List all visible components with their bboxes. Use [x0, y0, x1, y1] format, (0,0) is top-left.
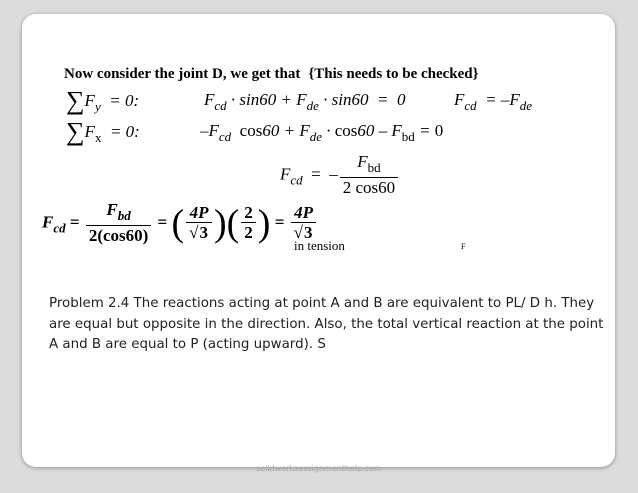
stray-mark: F — [461, 242, 466, 251]
heading-text: Now consider the joint D, we get that — [64, 66, 301, 82]
joint-d-heading — [64, 66, 479, 83]
heading-note: {This needs to be checked} — [308, 66, 479, 82]
equation-fx-terms: $-F_{cd}$ $\cos 60 + F_{de} \cdot \cos 60 - F_{bd} = 0$ — [200, 121, 444, 144]
problem-description: Problem 2.4 The reactions acting at point A and B are equivalent to PL/ D h. They are equal but opposite in the direction. Also, the total vertical reaction at the point A and B are equal to P (acting upward). S — [49, 296, 604, 352]
slide — [22, 14, 615, 467]
equation-sum-fx: $\sum F_x = 0$: — [66, 117, 140, 146]
footer-source: solidworksassignmenthelp.com — [256, 464, 382, 473]
equation-sum-fy: $\sum F_y = 0$: — [66, 86, 140, 115]
equation-fy-terms: $F_{cd} \cdot \sin 60 + F_{de} \cdot \sin 60 = 0$ — [204, 90, 406, 113]
equation-fcd-result: $F_{cd}$ = – $\frac{F_{bd}}{2 \cos 60}$ — [280, 153, 400, 198]
equation-fcd-tension: $F_{cd}$ = $\frac{F_{bd}}{2(\cos 60)}$ = ( $\frac{4P}{√3}$ )( $\frac{2}{2}$ ) = $\frac{4P}{√3}$ — [42, 201, 318, 246]
tension-label: in tension — [294, 238, 345, 253]
equation-fcd-equals-fde: $F_{cd} = -F_{de}$ — [454, 90, 533, 113]
